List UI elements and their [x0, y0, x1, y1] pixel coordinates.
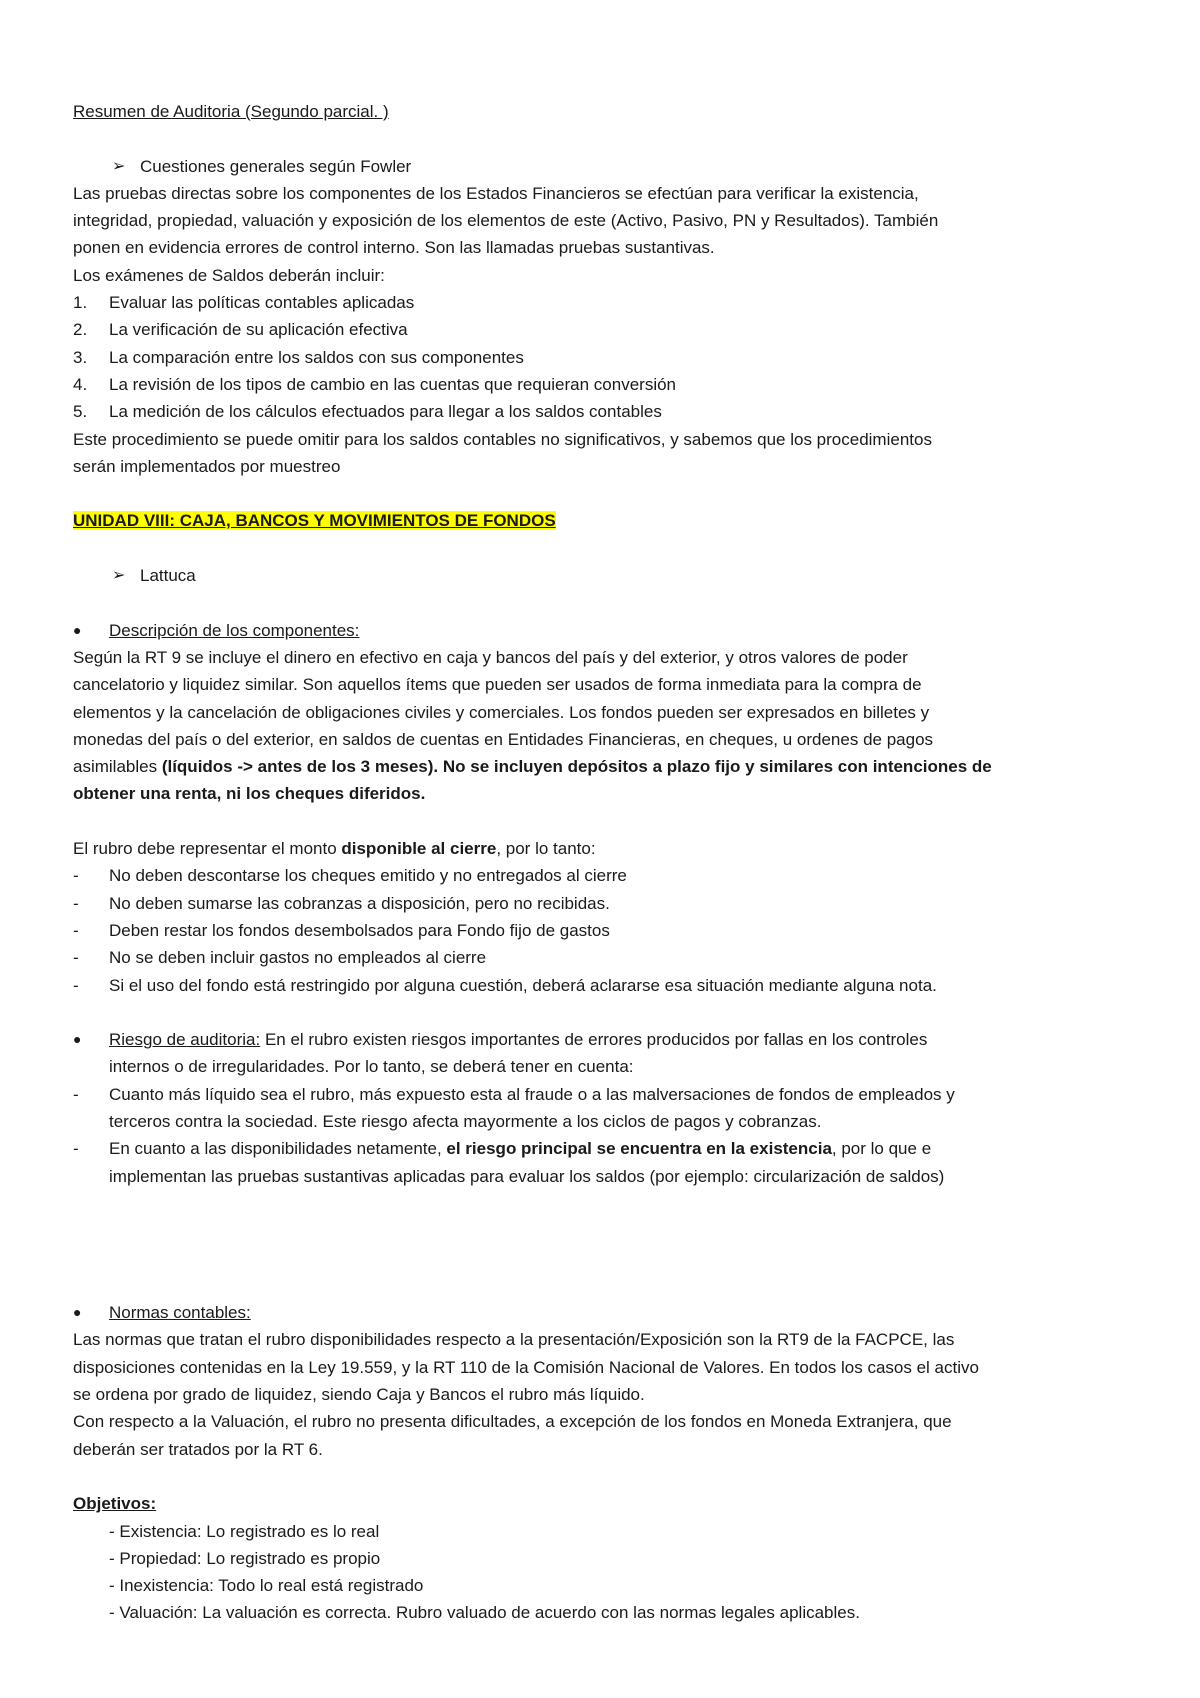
bullet-heading-descripcion: ● Descripción de los componentes: [73, 617, 1133, 644]
objective-item: - Propiedad: Lo registrado es propio [109, 1548, 381, 1568]
paragraph-line: Este procedimiento se puede omitir para los saldos contables no significativos, y sabemos que los procedimientos [73, 429, 932, 449]
rubro-intro: El rubro debe representar el monto disponible al cierre, por lo tanto: [73, 839, 596, 859]
arrow-bullet-icon: ➢ [112, 567, 126, 585]
paragraph-line: asimilables (líquidos -> antes de los 3 meses). No se incluyen depósitos a plazo fijo y similares con intenciones de [73, 757, 992, 777]
arrow-bullet-icon: ➢ [112, 157, 126, 175]
dash-item: - Deben restar los fondos desembolsados para Fondo fijo de gastos [73, 920, 610, 940]
bullet-heading-riesgo: ● Riesgo de auditoria: En el rubro existen riesgos importantes de errores producidos por fallas en los controles [73, 1026, 1133, 1053]
numbered-item: 5. La medición de los cálculos efectuados para llegar a los saldos contables [73, 402, 662, 422]
doc-title: Resumen de Auditoria (Segundo parcial. ) [73, 102, 389, 121]
heading-text: Lattuca [140, 566, 196, 586]
paragraph-line: Las normas que tratan el rubro disponibilidades respecto a la presentación/Exposición son la RT9 de la FACPCE, las [73, 1330, 955, 1350]
numbered-item: 4. La revisión de los tipos de cambio en las cuentas que requieran conversión [73, 374, 677, 394]
document-page [73, 98, 1133, 1627]
numbered-item: 2. La verificación de su aplicación efectiva [73, 320, 408, 340]
paragraph-line: se ordena por grado de liquidez, siendo Caja y Bancos el rubro más líquido. [73, 1385, 645, 1405]
paragraph-line: cancelatorio y liquidez similar. Son aquellos ítems que pueden ser usados de forma inmediata para la compra de [73, 675, 922, 695]
paragraph-line: deberán ser tratados por la RT 6. [73, 1439, 323, 1459]
bullet-icon: ● [73, 621, 82, 638]
paragraph-line: disposiciones contenidas en la Ley 19.559, y la RT 110 de la Comisión Nacional de Valores. En todos los casos el activo [73, 1357, 979, 1377]
paragraph-line: Según la RT 9 se incluye el dinero en efectivo en caja y bancos del país y del exterior, y otros valores de poder [73, 647, 908, 667]
section-heading-lattuca [73, 562, 1133, 589]
paragraph-line: Los exámenes de Saldos deberán incluir: [73, 265, 385, 285]
objetivos-title: Objetivos: [73, 1494, 157, 1514]
dash-item: - No se deben incluir gastos no empleados al cierre [73, 948, 487, 968]
dash-item: - Cuanto más líquido sea el rubro, más expuesto esta al fraude o a las malversaciones de fondos de empleados y [73, 1084, 955, 1104]
paragraph-line: Con respecto a la Valuación, el rubro no presenta dificultades, a excepción de los fondos en Moneda Extranjera, que [73, 1412, 952, 1432]
paragraph-line: obtener una renta, ni los cheques diferidos. [73, 784, 426, 804]
paragraph-line: implementan las pruebas sustantivas aplicadas para evaluar los saldos (por ejemplo: circularización de saldos) [109, 1166, 945, 1186]
paragraph-line: ponen en evidencia errores de control interno. Son las llamadas pruebas sustantivas. [73, 238, 715, 258]
paragraph-line: Las pruebas directas sobre los componentes de los Estados Financieros se efectúan para verificar la existencia, [73, 183, 919, 203]
bullet-icon: ● [73, 1304, 82, 1321]
objective-item: - Inexistencia: Todo lo real está registrado [109, 1576, 424, 1596]
paragraph-line: integridad, propiedad, valuación y exposición de los elementos de este (Activo, Pasivo, PN y Resultados). También [73, 211, 939, 231]
paragraph-line: elementos y la cancelación de obligaciones civiles y comerciales. Los fondos pueden ser expresados en billetes y [73, 702, 930, 722]
objective-item: - Existencia: Lo registrado es lo real [109, 1521, 380, 1541]
objective-item: - Valuación: La valuación es correcta. Rubro valuado de acuerdo con las normas legales aplicables. [109, 1603, 860, 1623]
bullet-heading-normas: ● Normas contables: [73, 1299, 1133, 1326]
paragraph-line: serán implementados por muestreo [73, 456, 341, 476]
dash-item: - No deben sumarse las cobranzas a disposición, pero no recibidas. [73, 893, 610, 913]
paragraph-line: internos o de irregularidades. Por lo tanto, se deberá tener en cuenta: [109, 1057, 634, 1077]
numbered-item: 1. Evaluar las políticas contables aplicadas [73, 293, 415, 313]
dash-item: - Si el uso del fondo está restringido por alguna cuestión, deberá aclararse esa situación mediante alguna nota. [73, 975, 937, 995]
numbered-item: 3. La comparación entre los saldos con sus componentes [73, 347, 524, 367]
bullet-icon: ● [73, 1031, 82, 1048]
dash-item: - En cuanto a las disponibilidades netamente, el riesgo principal se encuentra en la existencia, por lo que e [73, 1139, 932, 1159]
section-heading-fowler [73, 153, 1133, 180]
heading-text: Cuestiones generales según Fowler [140, 156, 412, 176]
paragraph-line: terceros contra la sociedad. Este riesgo afecta mayormente a los ciclos de pagos y cobranzas. [109, 1111, 822, 1131]
unit-heading: UNIDAD VIII: CAJA, BANCOS Y MOVIMIENTOS DE FONDOS [73, 511, 556, 531]
dash-item: - No deben descontarse los cheques emitido y no entregados al cierre [73, 866, 627, 886]
paragraph-line: monedas del país o del exterior, en saldos de cuentas en Entidades Financieras, en cheques, u ordenes de pagos [73, 729, 934, 749]
